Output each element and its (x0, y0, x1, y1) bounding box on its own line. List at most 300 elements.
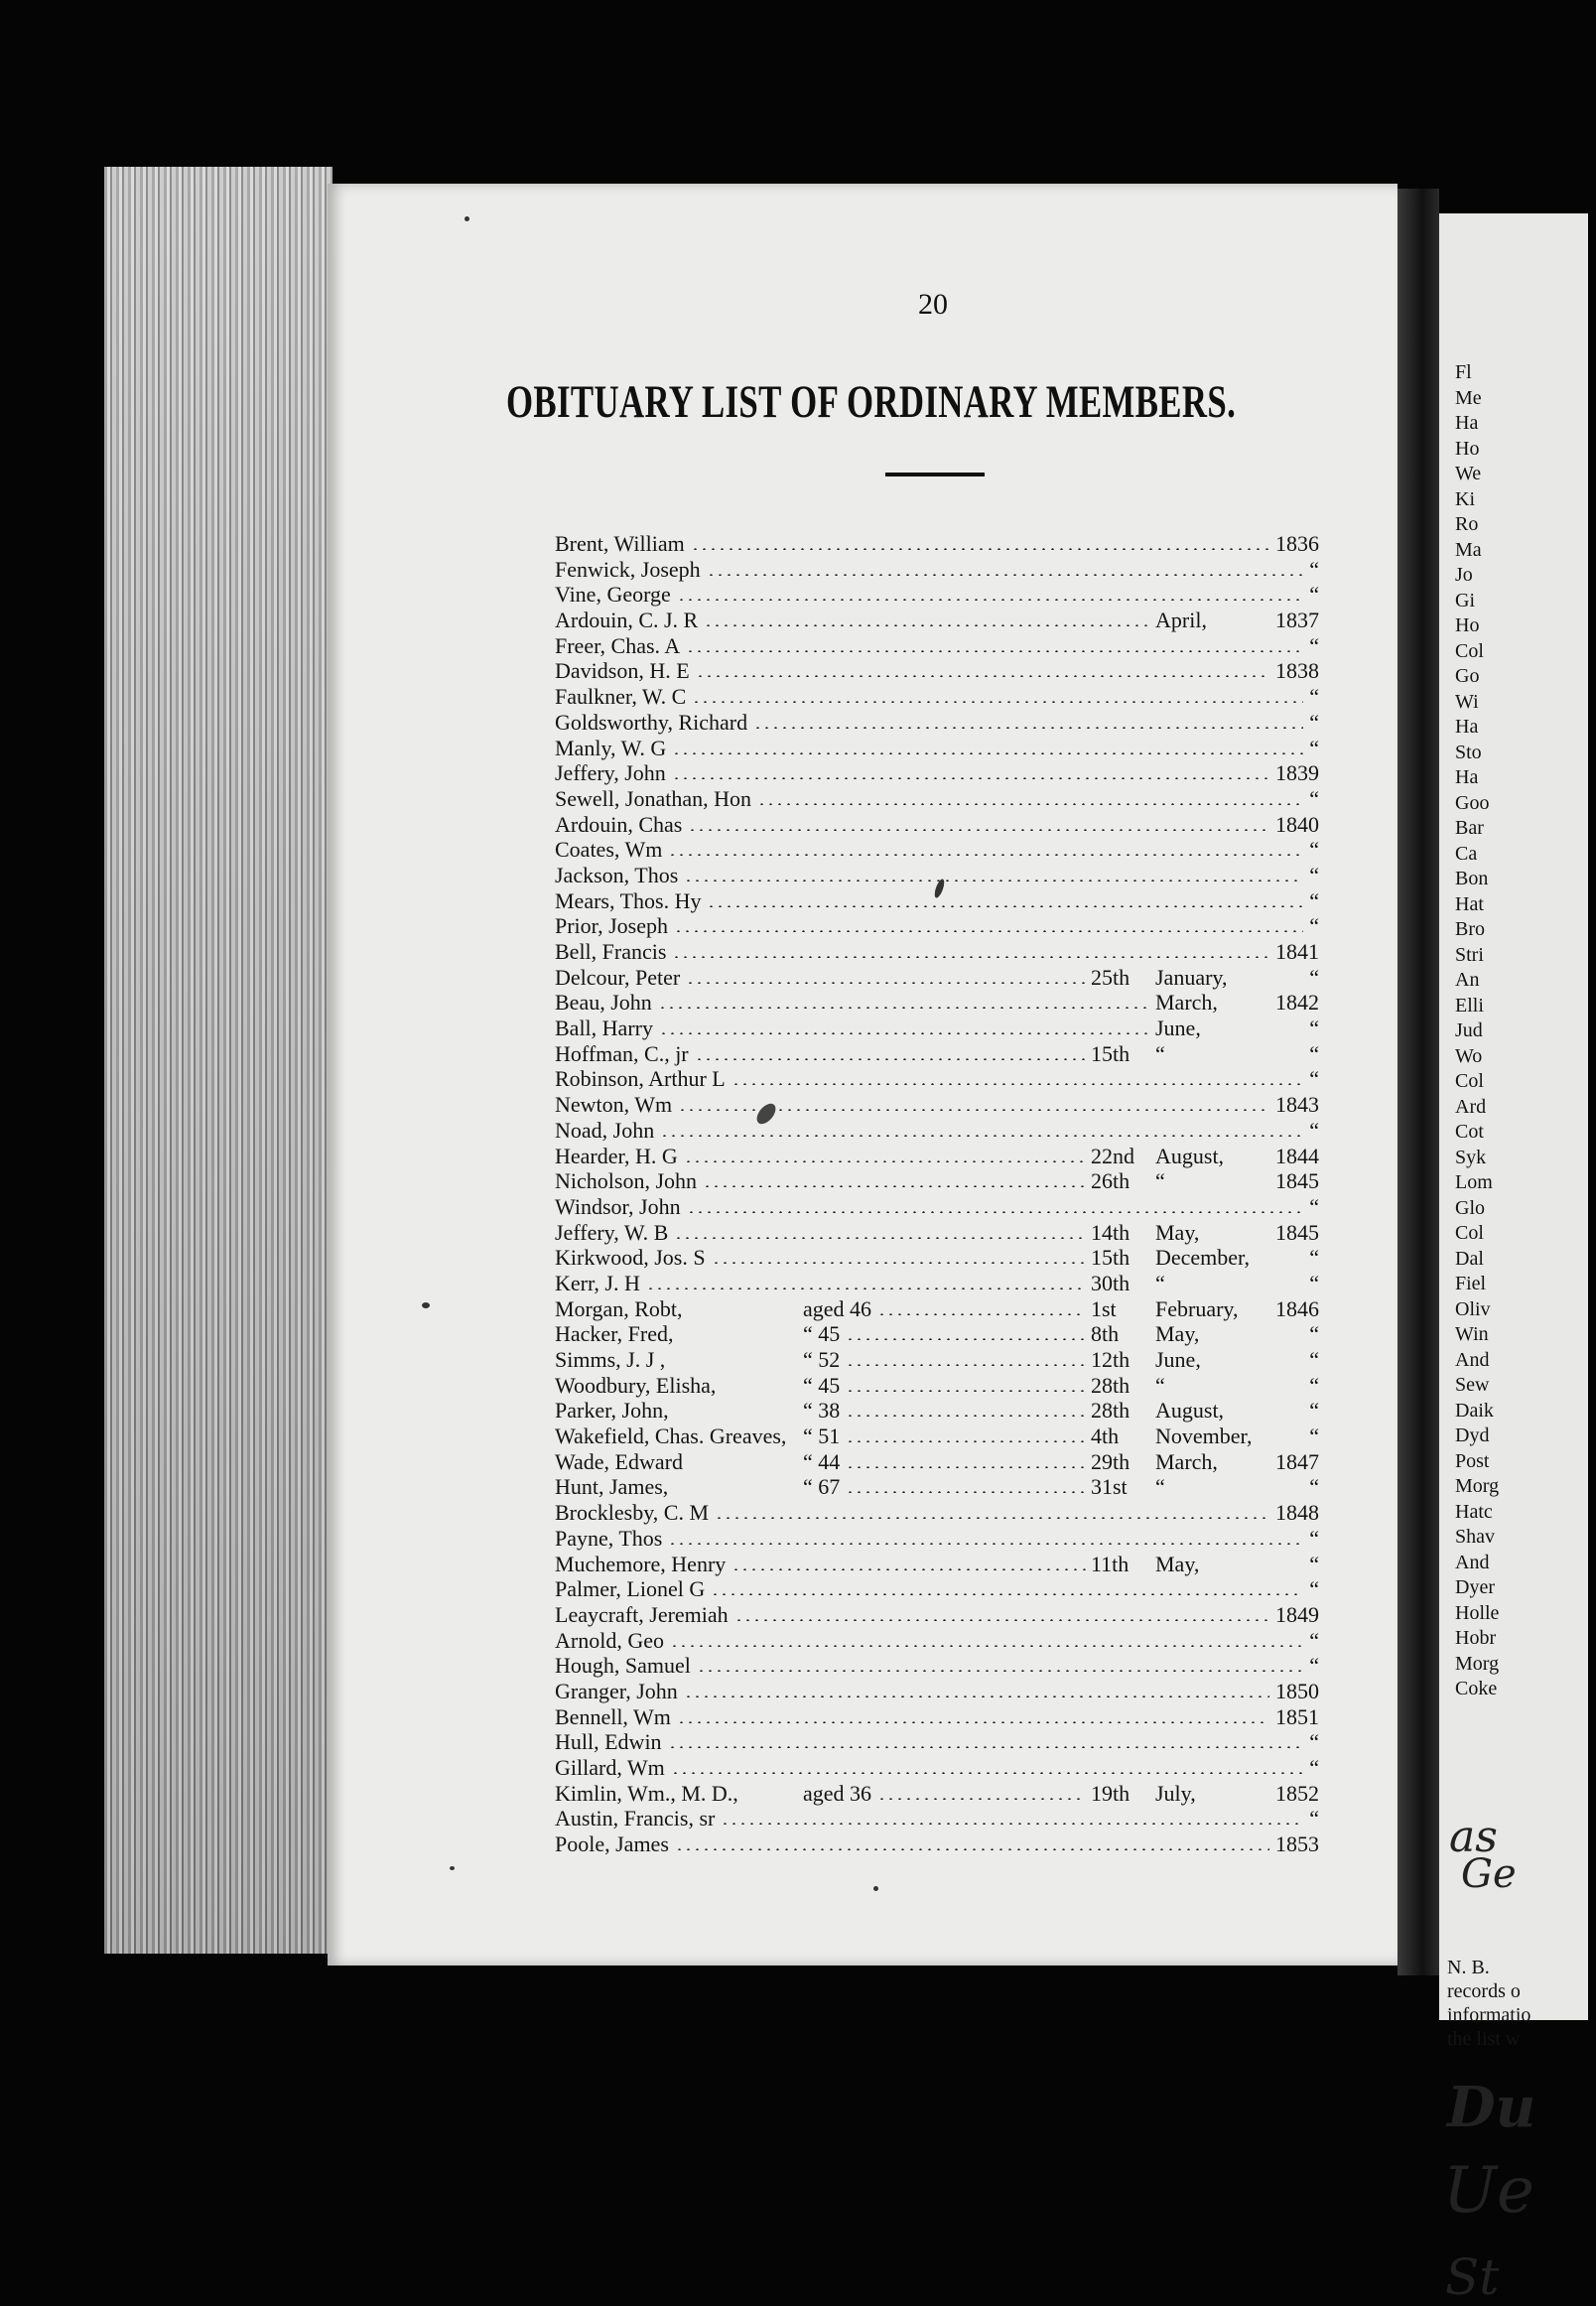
obituary-entry (555, 837, 1319, 863)
member-age: “ 45 (803, 1321, 841, 1347)
right-page-name-fragment: Hatc (1455, 1500, 1493, 1523)
dot-leader (686, 650, 1303, 652)
obituary-entry (555, 710, 1319, 736)
death-day: 19th (1091, 1780, 1130, 1806)
page-edge-stack (104, 167, 332, 1954)
member-age: aged 46 (803, 1295, 872, 1321)
right-page-name-fragment: Win (1455, 1323, 1489, 1345)
member-name: Noad, John (555, 1117, 655, 1143)
right-page-name-fragment: Jo (1455, 564, 1473, 586)
obituary-entry (555, 1831, 1319, 1857)
death-year: “ (1309, 1245, 1319, 1271)
right-page-name-fragment: An (1455, 969, 1480, 991)
death-day: 29th (1091, 1448, 1130, 1474)
obituary-entry (555, 1144, 1319, 1169)
book-page-right (1439, 213, 1588, 2306)
death-month: June, (1155, 1347, 1201, 1372)
member-name: Poole, James (555, 1831, 669, 1857)
death-day: 22nd (1091, 1143, 1134, 1168)
death-year: “ (1309, 1525, 1319, 1551)
death-month: November, (1155, 1424, 1253, 1449)
death-year: “ (1309, 1117, 1319, 1143)
death-day: 31st (1091, 1474, 1128, 1500)
obituary-entry (555, 1220, 1319, 1246)
dot-leader (715, 1517, 1269, 1519)
dot-leader (671, 1772, 1303, 1774)
death-year: “ (1309, 1653, 1319, 1679)
right-page-name-fragment: Bar (1455, 817, 1484, 839)
obituary-entry (555, 990, 1319, 1016)
member-name: Wade, Edward (555, 1448, 683, 1474)
death-month: December, (1155, 1245, 1251, 1271)
death-year: “ (1309, 1551, 1319, 1576)
dot-leader (687, 1211, 1303, 1213)
death-month: March, (1155, 990, 1218, 1016)
dot-leader (732, 1568, 1086, 1570)
right-page-name-fragment: Stri (1455, 943, 1484, 966)
death-day: 30th (1091, 1270, 1130, 1295)
dot-leader (846, 1415, 1086, 1417)
obituary-entry (555, 1271, 1319, 1296)
death-year: 1837 (1275, 608, 1319, 633)
death-month: “ (1155, 1040, 1165, 1066)
right-page-name-fragment: Ard (1455, 1095, 1487, 1118)
member-name: Davidson, H. E (555, 658, 690, 684)
right-page-name-fragment: Syk (1455, 1146, 1487, 1168)
death-year: 1844 (1275, 1143, 1319, 1168)
member-name: Coates, Wm (555, 837, 663, 863)
member-name: Kerr, J. H (555, 1270, 640, 1295)
page-title: OBITUARY LIST OF ORDINARY MEMBERS. (506, 376, 1237, 428)
member-name: Goldsworthy, Richard (555, 709, 748, 735)
obituary-entry (555, 608, 1319, 633)
member-name: Bennell, Wm (555, 1703, 671, 1729)
member-name: Hoffman, C., jr (555, 1040, 689, 1066)
obituary-entry (555, 1398, 1319, 1424)
death-day: 12th (1091, 1347, 1130, 1372)
right-page-name-fragment: Go (1455, 665, 1480, 687)
dot-leader (670, 1645, 1303, 1647)
death-year: “ (1309, 862, 1319, 887)
obituary-entry (555, 1806, 1319, 1831)
member-name: Jackson, Thos (555, 862, 679, 887)
dot-leader (692, 701, 1303, 703)
member-name: Windsor, John (555, 1193, 681, 1219)
obituary-entry (555, 1729, 1319, 1755)
right-page-name-fragment: Elli (1455, 994, 1484, 1017)
death-day: 11th (1091, 1551, 1130, 1576)
death-year: “ (1309, 1729, 1319, 1755)
right-page-name-fragment: And (1455, 1348, 1490, 1371)
right-page-name-fragment: Ma (1455, 538, 1482, 561)
dot-leader (707, 905, 1303, 907)
obituary-entry (555, 965, 1319, 991)
member-name: Palmer, Lionel G (555, 1576, 706, 1602)
obituary-entry (555, 736, 1319, 761)
death-month: January, (1155, 964, 1228, 990)
member-name: Hearder, H. G (555, 1143, 678, 1168)
death-year: 1841 (1275, 939, 1319, 964)
right-page-name-fragment: Hat (1455, 892, 1484, 915)
obituary-entry (555, 1092, 1319, 1118)
print-speck (873, 1886, 878, 1891)
title-rule-divider (885, 473, 985, 476)
dot-leader (672, 752, 1303, 754)
right-page-footnote-line: N. B. (1447, 1957, 1490, 1978)
dot-leader (684, 880, 1303, 882)
obituary-entry (555, 684, 1319, 710)
dot-leader (697, 1670, 1303, 1672)
member-age: “ 45 (803, 1372, 841, 1398)
member-name: Manly, W. G (555, 735, 667, 760)
death-month: April, (1155, 608, 1207, 633)
death-year: “ (1309, 632, 1319, 658)
member-name: Arnold, Geo (555, 1627, 664, 1653)
death-year: 1842 (1275, 990, 1319, 1016)
right-page-name-fragment: Holle (1455, 1601, 1500, 1624)
member-name: Faulkner, W. C (555, 684, 687, 710)
right-page-name-fragment: Wo (1455, 1044, 1483, 1067)
dot-leader (703, 1185, 1086, 1187)
right-page-name-fragment: Oliv (1455, 1297, 1491, 1320)
obituary-entry (555, 786, 1319, 812)
member-name: Jeffery, W. B (555, 1219, 669, 1245)
member-name: Granger, John (555, 1678, 678, 1703)
right-page-name-fragment: Bon (1455, 868, 1489, 889)
right-page-footnote-line: records o (1447, 1980, 1521, 2002)
obituary-entry-list (555, 531, 1319, 1857)
obituary-entry (555, 760, 1319, 786)
death-year: 1850 (1275, 1678, 1319, 1703)
death-year: 1847 (1275, 1448, 1319, 1474)
member-name: Simms, J. J , (555, 1347, 666, 1372)
death-year: “ (1309, 964, 1319, 990)
obituary-entry (555, 1526, 1319, 1552)
death-year: “ (1309, 1372, 1319, 1398)
member-name: Kimlin, Wm., M. D., (555, 1780, 738, 1806)
obituary-entry (555, 1552, 1319, 1577)
death-year: “ (1309, 1627, 1319, 1653)
right-page-name-fragment: Goo (1455, 791, 1490, 814)
member-name: Robinson, Arthur L (555, 1066, 726, 1092)
right-page-name-fragment: Bro (1455, 918, 1485, 940)
right-page-name-fragment: Dyer (1455, 1576, 1495, 1598)
death-month: March, (1155, 1448, 1218, 1474)
death-day: 4th (1091, 1424, 1120, 1449)
right-page-name-fragment: Dal (1455, 1247, 1484, 1270)
member-name: Ball, Harry (555, 1016, 653, 1041)
obituary-entry (555, 1373, 1319, 1399)
member-name: Hacker, Fred, (555, 1321, 674, 1347)
dot-leader (721, 1823, 1303, 1825)
obituary-entry (555, 531, 1319, 557)
death-year: 1839 (1275, 760, 1319, 786)
obituary-entry (555, 1628, 1319, 1654)
death-year: “ (1309, 837, 1319, 863)
member-name: Bell, Francis (555, 939, 667, 964)
dot-leader (677, 1721, 1269, 1723)
death-year: “ (1309, 1016, 1319, 1041)
dot-leader (659, 1032, 1150, 1034)
dot-leader (684, 1696, 1269, 1697)
print-speck (422, 1302, 430, 1308)
member-name: Fenwick, Joseph (555, 556, 701, 582)
death-year: “ (1309, 887, 1319, 913)
dot-leader (668, 1746, 1303, 1748)
death-year: “ (1309, 582, 1319, 608)
obituary-entry (555, 812, 1319, 838)
member-name: Austin, Francis, sr (555, 1806, 716, 1831)
print-speck (450, 1866, 455, 1870)
death-year: “ (1309, 1424, 1319, 1449)
dot-leader (658, 1007, 1150, 1009)
death-year: “ (1309, 1474, 1319, 1500)
death-year: “ (1309, 913, 1319, 939)
right-page-footnote-line: informatio (1447, 2004, 1531, 2026)
obituary-entry (555, 633, 1319, 659)
death-year: “ (1309, 1270, 1319, 1295)
print-speck (465, 216, 469, 221)
dot-leader (704, 624, 1150, 626)
right-page-name-fragment: Ho (1455, 437, 1480, 460)
death-day: 28th (1091, 1372, 1130, 1398)
dot-leader (668, 854, 1303, 856)
obituary-entry (555, 1576, 1319, 1602)
obituary-entry (555, 939, 1319, 965)
dot-leader (846, 1338, 1086, 1340)
obituary-entry (555, 1704, 1319, 1730)
right-page-name-fragment: Gi (1455, 589, 1475, 611)
death-year: 1852 (1275, 1780, 1319, 1806)
right-page-name-fragment: And (1455, 1551, 1490, 1573)
death-day: 1st (1091, 1295, 1117, 1321)
member-name: Morgan, Robt, (555, 1295, 683, 1321)
obituary-entry (555, 1016, 1319, 1041)
death-year: 1853 (1275, 1831, 1319, 1857)
member-name: Mears, Thos. Hy (555, 887, 702, 913)
death-year: “ (1309, 1398, 1319, 1424)
right-page-name-fragment: Glo (1455, 1196, 1485, 1219)
death-year: 1846 (1275, 1295, 1319, 1321)
right-page-name-fragment: Me (1455, 386, 1482, 409)
right-page-footnote (1447, 1956, 1596, 2051)
right-page-name-fragment: Morg (1455, 1475, 1500, 1497)
member-age: aged 36 (803, 1780, 872, 1806)
death-month: June, (1155, 1016, 1201, 1041)
right-page-name-fragment: Hobr (1455, 1627, 1497, 1649)
member-name: Gillard, Wm (555, 1755, 665, 1780)
member-age: “ 44 (803, 1448, 841, 1474)
dot-leader (734, 1619, 1269, 1621)
right-page-name-fragment: Col (1455, 639, 1484, 662)
member-name: Woodbury, Elisha, (555, 1372, 717, 1398)
right-page-name-fragment: Morg (1455, 1652, 1500, 1675)
handwritten-note: as (1449, 1812, 1498, 1862)
obituary-entry (555, 1066, 1319, 1092)
dot-leader (686, 982, 1086, 984)
obituary-entry (555, 1449, 1319, 1475)
member-name: Kirkwood, Jos. S (555, 1245, 706, 1271)
death-day: 26th (1091, 1168, 1130, 1194)
dot-leader (688, 829, 1269, 831)
death-month: February, (1155, 1295, 1239, 1321)
member-age: “ 51 (803, 1424, 841, 1449)
right-page-name-fragment: Col (1455, 1070, 1484, 1092)
death-day: 25th (1091, 964, 1130, 990)
dot-leader (668, 1543, 1303, 1545)
death-month: May, (1155, 1551, 1200, 1576)
obituary-entry (555, 1194, 1319, 1220)
death-day: 8th (1091, 1321, 1120, 1347)
obituary-entry (555, 557, 1319, 583)
member-name: Jeffery, John (555, 760, 666, 786)
dot-leader (660, 1135, 1303, 1137)
right-page-name-column (1455, 360, 1594, 1702)
handwritten-note: Ue (1443, 2154, 1534, 2228)
death-year: “ (1309, 684, 1319, 710)
handwritten-note: Ge (1461, 1851, 1517, 1897)
dot-leader (846, 1466, 1086, 1468)
page-number: 20 (918, 288, 948, 321)
obituary-entry (555, 1245, 1319, 1271)
handwritten-note: St (1445, 2248, 1500, 2306)
death-year: “ (1309, 1040, 1319, 1066)
right-page-name-fragment: Shav (1455, 1526, 1495, 1548)
death-year: 1840 (1275, 811, 1319, 837)
death-day: 15th (1091, 1040, 1130, 1066)
dot-leader (677, 599, 1303, 601)
right-page-name-fragment: Dyd (1455, 1424, 1490, 1446)
obituary-entry (555, 1679, 1319, 1704)
member-name: Newton, Wm (555, 1092, 673, 1118)
dot-leader (846, 1491, 1086, 1493)
death-month: “ (1155, 1474, 1165, 1500)
right-page-name-fragment: Lom (1455, 1171, 1493, 1193)
dot-leader (732, 1083, 1303, 1085)
member-name: Hough, Samuel (555, 1653, 691, 1679)
member-name: Brocklesby, C. M (555, 1500, 710, 1526)
death-month: May, (1155, 1219, 1200, 1245)
member-name: Freer, Chas. A (555, 632, 681, 658)
right-page-name-fragment: Daik (1455, 1399, 1494, 1422)
dot-leader (846, 1440, 1086, 1442)
obituary-entry (555, 1347, 1319, 1373)
dot-leader (691, 548, 1269, 550)
death-year: “ (1309, 735, 1319, 760)
death-month: May, (1155, 1321, 1200, 1347)
death-year: “ (1309, 709, 1319, 735)
death-year: 1845 (1275, 1168, 1319, 1194)
right-page-name-fragment: Cot (1455, 1121, 1484, 1143)
dot-leader (675, 1848, 1269, 1850)
obituary-entry (555, 1755, 1319, 1781)
death-day: 15th (1091, 1245, 1130, 1271)
dot-leader (757, 803, 1303, 805)
right-page-name-fragment: Sew (1455, 1374, 1490, 1396)
death-year: 1848 (1275, 1500, 1319, 1526)
dot-leader (672, 956, 1269, 958)
obituary-entry (555, 1602, 1319, 1628)
member-name: Prior, Joseph (555, 913, 669, 939)
right-page-name-fragment: Coke (1455, 1678, 1498, 1699)
right-page-name-fragment: We (1455, 463, 1482, 484)
death-year: “ (1309, 1193, 1319, 1219)
death-year: 1843 (1275, 1092, 1319, 1118)
member-name: Leaycraft, Jeremiah (555, 1601, 729, 1627)
right-page-name-fragment: Ca (1455, 842, 1478, 865)
right-page-name-fragment: Jud (1455, 1019, 1483, 1041)
member-name: Hunt, James, (555, 1474, 669, 1500)
right-page-footnote-line: the list w (1447, 2028, 1521, 2050)
obituary-entry (555, 582, 1319, 608)
member-age: “ 67 (803, 1474, 841, 1500)
book-gutter (1397, 189, 1439, 1975)
death-year: “ (1309, 1066, 1319, 1092)
member-name: Nicholson, John (555, 1168, 697, 1194)
right-page-name-fragment: Ha (1455, 716, 1479, 738)
member-name: Brent, William (555, 531, 685, 556)
death-month: “ (1155, 1168, 1165, 1194)
right-page-name-fragment: Post (1455, 1449, 1490, 1472)
death-year: “ (1309, 556, 1319, 582)
death-year: 1836 (1275, 531, 1319, 556)
obituary-entry (555, 1041, 1319, 1067)
obituary-entry (555, 1296, 1319, 1322)
member-name: Beau, John (555, 990, 652, 1016)
obituary-entry (555, 1653, 1319, 1679)
member-name: Hull, Edwin (555, 1729, 662, 1755)
right-page-name-fragment: Fl (1455, 361, 1472, 383)
death-year: “ (1309, 1321, 1319, 1347)
handwritten-note: Du (1447, 2075, 1536, 2140)
obituary-entry (555, 1781, 1319, 1807)
death-year: “ (1309, 1576, 1319, 1602)
right-page-name-fragment: Ha (1455, 766, 1479, 788)
dot-leader (674, 1237, 1086, 1239)
right-page-name-fragment: Ro (1455, 513, 1479, 535)
death-day: 14th (1091, 1219, 1130, 1245)
obituary-entry (555, 1168, 1319, 1194)
dot-leader (753, 727, 1303, 729)
dot-leader (695, 1058, 1086, 1060)
death-day: 28th (1091, 1398, 1130, 1424)
dot-leader (672, 777, 1269, 779)
death-month: “ (1155, 1270, 1165, 1295)
right-page-name-fragment: Col (1455, 1222, 1484, 1244)
dot-leader (696, 675, 1269, 677)
right-page-name-fragment: Ki (1455, 487, 1475, 510)
death-month: July, (1155, 1780, 1196, 1806)
death-year: 1851 (1275, 1703, 1319, 1729)
member-name: Parker, John, (555, 1398, 669, 1424)
member-name: Sewell, Jonathan, Hon (555, 785, 751, 811)
dot-leader (684, 1160, 1086, 1162)
member-age: “ 38 (803, 1398, 841, 1424)
obituary-entry (555, 1424, 1319, 1449)
right-page-name-fragment: Wi (1455, 690, 1479, 713)
death-year: 1849 (1275, 1601, 1319, 1627)
death-year: “ (1309, 785, 1319, 811)
death-year: “ (1309, 1755, 1319, 1780)
dot-leader (707, 574, 1303, 576)
dot-leader (674, 930, 1303, 932)
right-page-name-fragment: Fiel (1455, 1273, 1487, 1294)
death-month: “ (1155, 1372, 1165, 1398)
member-name: Wakefield, Chas. Greaves, (555, 1424, 787, 1449)
dot-leader (712, 1262, 1086, 1264)
member-name: Vine, George (555, 582, 671, 608)
dot-leader (877, 1313, 1086, 1315)
